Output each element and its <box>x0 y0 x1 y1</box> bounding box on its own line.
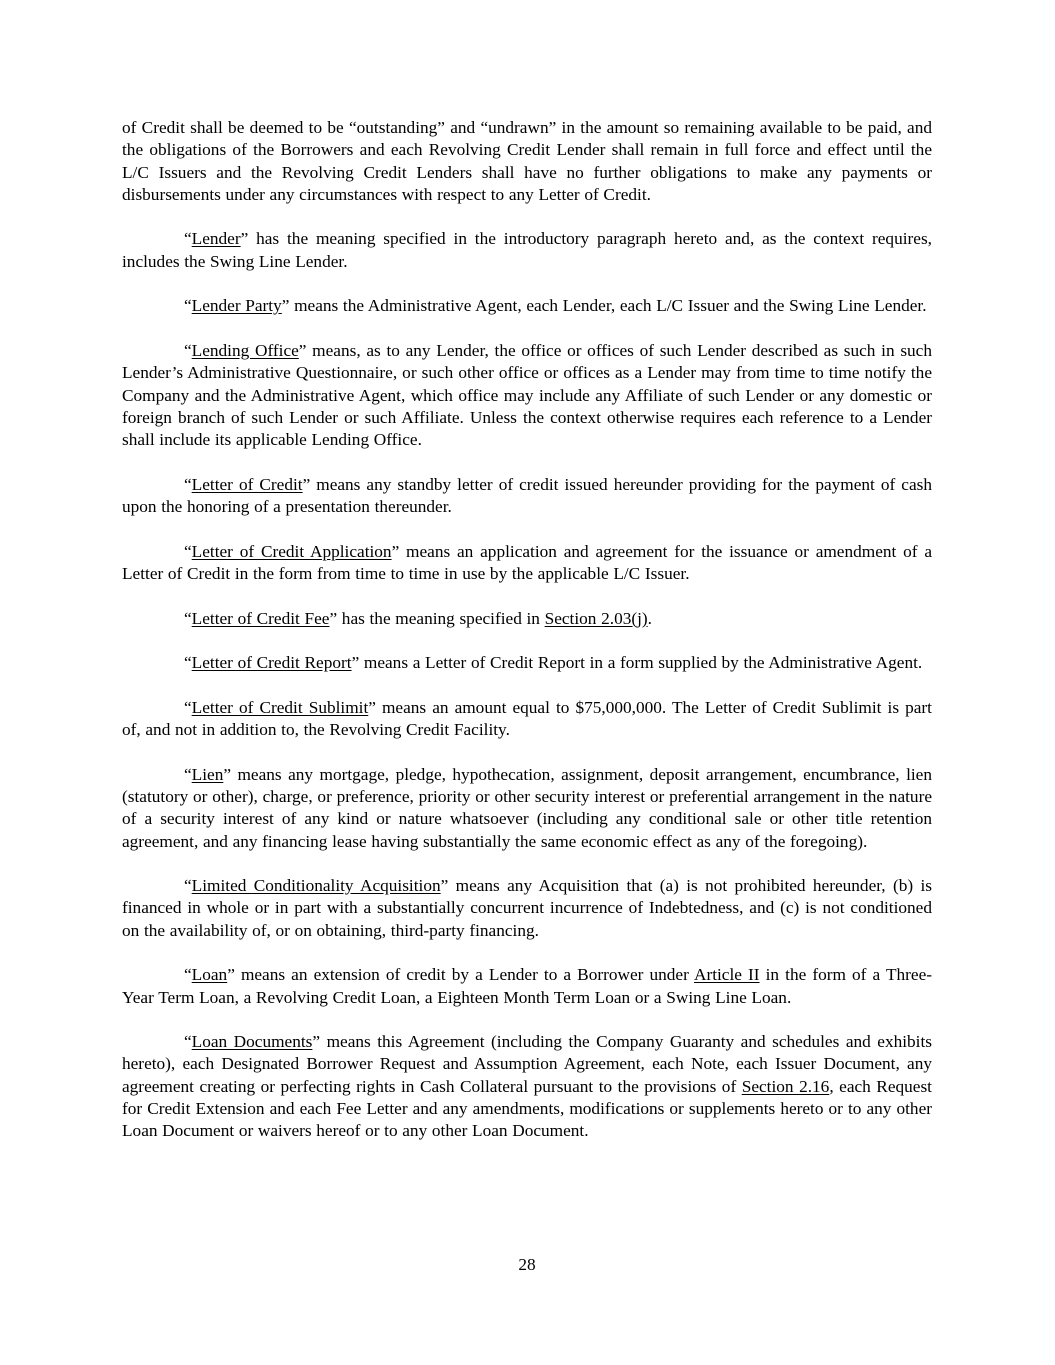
text-run: ” means an application and agreement for the issuance or amendment of a Letter of Credit in the form from time to time in use by the applicable L/C Issuer. <box>122 541 932 583</box>
def-letter-of-credit-application <box>122 541 932 586</box>
def-letter-of-credit-sublimit <box>122 697 932 742</box>
page-footer <box>122 1254 932 1276</box>
text-run: ” means any standby letter of credit issued hereunder providing for the payment of cash upon the honoring of a presentation thereunder. <box>122 474 932 517</box>
defined-term: Section 2.16 <box>741 1076 830 1096</box>
text-run: “ <box>184 876 192 896</box>
defined-term: Loan <box>191 965 228 985</box>
text-run: ” means any mortgage, pledge, hypothecation, assignment, deposit arrangement, encumbrance, lien (statutory or other), charge, or preference, priority or other security interest or preferential arrangement in the nature of a security interest of any kind or nature whatsoever (including any conditional sale or other title retention agreement, and any financing lease having substantially the same economic effect as any of the foregoing). <box>122 764 932 851</box>
text-run: ” means any Acquisition that (a) is not prohibited hereunder, (b) is financed in whole or in part with a substantially concurrent incurrence of Indebtedness, and (c) is not conditioned on the availability of, or on obtaining, third-party financing. <box>122 876 932 940</box>
text-run: “ <box>184 653 192 673</box>
defined-term: Letter of Credit Report <box>191 653 352 673</box>
defined-term: Letter of Credit <box>191 474 303 494</box>
def-lien <box>122 764 932 853</box>
text-run: of Credit shall be deemed to be “outstanding” and “undrawn” in the amount so remaining available to be paid, and the obligations of the Borrowers and each Revolving Credit Lender shall remain in full force and effect until the L/C Issuers and the Revolving Credit Lenders shall have no further obligations to make any payments or disbursements under any circumstances with respect to any Letter of Credit. <box>122 118 932 204</box>
text-run: ” has the meaning specified in the introductory paragraph hereto and, as the context requires, includes the Swing Line Lender. <box>122 229 932 271</box>
text-run: “ <box>184 296 192 316</box>
defined-term: Loan Documents <box>191 1032 313 1052</box>
text-run: ” means the Administrative Agent, each Lender, each L/C Issuer and the Swing Line Lender. <box>281 296 927 316</box>
text-run: ” means, as to any Lender, the office or offices of such Lender described as such in such Lender’s Administrative Questionnaire, or such other office or offices as a Lender may from time to time notify the Company and the Administrative Agent, which office may include any Affiliate of such Lender or any domestic or foreign branch of such Lender or such Affiliate. Unless the context otherwise requires each reference to a Lender shall include its applicable Lending Office. <box>122 340 932 450</box>
defined-term: Lender Party <box>191 296 282 316</box>
text-run: “ <box>184 1032 192 1052</box>
text-run: “ <box>184 340 192 360</box>
defined-term: Letter of Credit Sublimit <box>191 697 369 717</box>
def-lender <box>122 228 932 273</box>
text-run: in the form of a Three-Year Term Loan, a Revolving Credit Loan, a Eighteen Month Term Loan or a Swing Line Loan. <box>122 965 932 1007</box>
def-loan-documents <box>122 1031 932 1142</box>
defined-term: Lien <box>191 764 224 784</box>
defined-term: Limited Conditionality Acquisition <box>191 876 441 896</box>
text-run: ” means a Letter of Credit Report in a form supplied by the Administrative Agent. <box>351 653 923 673</box>
text-run: “ <box>184 229 192 249</box>
page-number: 28 <box>518 1255 536 1274</box>
def-letter-of-credit-fee <box>122 608 932 630</box>
defined-term: Section 2.03(j) <box>544 608 648 628</box>
defined-term: Article II <box>693 965 760 985</box>
defined-term: Lender <box>191 229 241 249</box>
def-limited-conditionality-acquisition <box>122 875 932 942</box>
defined-term: Letter of Credit Application <box>191 541 392 561</box>
text-run: “ <box>184 474 192 494</box>
text-run: “ <box>184 608 192 628</box>
document-body <box>122 117 932 1165</box>
text-run: “ <box>184 541 192 561</box>
text-run: , each Request for Credit Extension and each Fee Letter and any amendments, modifications or supplements hereto or to any other Loan Document or waivers hereof or to any other Loan Document. <box>122 1076 932 1141</box>
text-run: “ <box>184 764 192 784</box>
text-run: ” has the meaning specified in <box>329 608 545 628</box>
defined-term: Letter of Credit Fee <box>191 608 330 628</box>
def-lender-party <box>122 295 932 317</box>
para-continuation-letter-of-credit <box>122 117 932 206</box>
text-run: “ <box>184 697 192 717</box>
def-loan <box>122 964 932 1009</box>
text-run: ” means this Agreement (including the Company Guaranty and schedules and exhibits hereto), each Designated Borrower Request and Assumption Agreement, each Note, each Issuer Document, any agreement creating or perfecting rights in Cash Collateral pursuant to the provisions of <box>122 1032 932 1096</box>
def-lending-office <box>122 340 932 451</box>
def-letter-of-credit <box>122 474 932 519</box>
text-run: ” means an extension of credit by a Lender to a Borrower under <box>227 965 694 985</box>
def-letter-of-credit-report <box>122 652 932 674</box>
text-run: . <box>647 608 652 628</box>
defined-term: Lending Office <box>191 340 299 360</box>
text-run: ” means an amount equal to $75,000,000. The Letter of Credit Sublimit is part of, and not in addition to, the Revolving Credit Facility. <box>122 697 932 740</box>
text-run: “ <box>184 965 192 985</box>
